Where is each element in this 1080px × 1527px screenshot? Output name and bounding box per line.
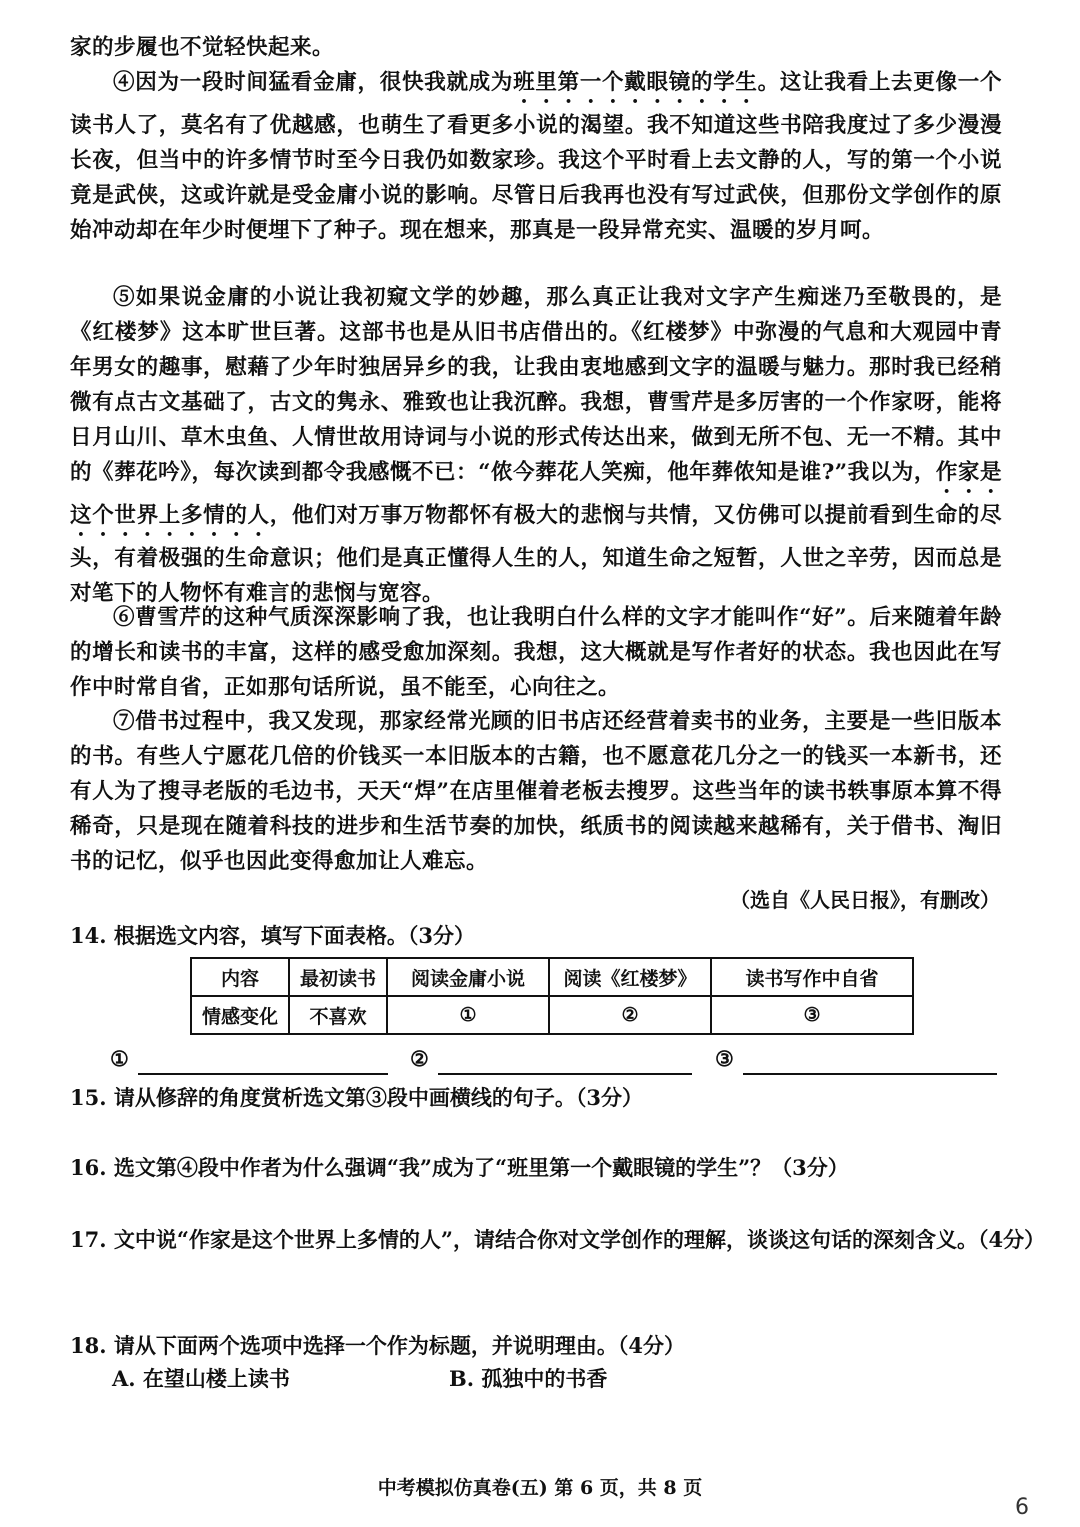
table-cell-blank-2[interactable]: ② bbox=[549, 996, 711, 1034]
paragraph-5 bbox=[70, 280, 1002, 611]
table-cell: 不喜欢 bbox=[289, 996, 387, 1034]
question-17: 17. 文中说“作家是这个世界上多情的人”，请结合你对文学创作的理解，谈谈这句话的深刻含义。（4分） bbox=[70, 1227, 1046, 1252]
answer-blanks bbox=[110, 1046, 1000, 1080]
table-header-cell: 最初读书 bbox=[289, 958, 387, 996]
blank-label: ① bbox=[110, 1046, 129, 1071]
table-header-cell: 内容 bbox=[191, 958, 289, 996]
question-16: 16. 选文第④段中作者为什么强调“我”成为了“班里第一个戴眼镜的学生”？（3分） bbox=[70, 1155, 849, 1180]
paragraph-5-rest: ，他们对万事万物都怀有极大的悲悯与共情，又仿佛可以提前看到生命的尽头，有着极强的生命意识；他们是真正懂得人生的人，知道生命之短暂，人世之辛劳，因而总是对笔下的人物怀有难言的悲悯与宽容。 bbox=[70, 503, 1002, 606]
blank-label: ② bbox=[410, 1046, 429, 1071]
table-header-cell: 阅读金庸小说 bbox=[387, 958, 549, 996]
table-header-row bbox=[191, 958, 913, 996]
table-header-cell: 读书写作中自省 bbox=[711, 958, 913, 996]
table-header-cell: 阅读《红楼梦》 bbox=[549, 958, 711, 996]
answer-blank-3[interactable] bbox=[715, 1046, 734, 1071]
answer-blank-2[interactable] bbox=[410, 1046, 429, 1071]
blank-line bbox=[438, 1073, 692, 1075]
paragraph-5-start: ⑤如果说金庸的小说让我初窥文学的妙趣，那么真正让我对文字产生痴迷乃至敬畏的，是《红楼梦》这本旷世巨著。这部书也是从旧书店借出的。《红楼梦》中弥漫的气息和大观园中青年男女的趣事，慰藉了少年时独居异乡的我，让我由衷地感到文字的温暖与魅力。那时我已经稍微有点古文基础了，古文的隽永、雅致也让我沉醉。我想，曹雪芹是多厉害的一个作家呀，能将日月山川、草木虫鱼、人情世故用诗词与小说的形式传达出来，做到无所不包、无一不精。其中的《葬花吟》，每次读到都令我感慨不已：“侬今葬花人笑痴，他年葬侬知是谁?”我以为， bbox=[70, 285, 1002, 485]
emphasized-phrase-glasses: 班里第一个戴眼镜的学生 bbox=[513, 70, 758, 95]
paragraph-4 bbox=[70, 65, 1002, 248]
paragraph-4-start: ④因为一段时间猛看金庸，很快我就成为 bbox=[113, 70, 514, 95]
question-18: 18. 请从下面两个选项中选择一个作为标题，并说明理由。（4分） bbox=[70, 1333, 685, 1358]
blank-line bbox=[138, 1073, 388, 1075]
table-row bbox=[191, 996, 913, 1034]
source-citation: （选自《人民日报》，有删改） bbox=[730, 888, 1000, 912]
paragraph-7: ⑦借书过程中，我又发现，那家经常光顾的旧书店还经营着卖书的业务，主要是一些旧版本的书。有些人宁愿花几倍的价钱买一本旧版本的古籍，也不愿意花几分之一的钱买一本新书，还有人为了搜寻老版的毛边书，天天“焊”在店里催着老板去搜罗。这些当年的读书轶事原本算不得稀奇，只是现在随着科技的进步和生活节奏的加快，纸质书的阅读越来越稀有，关于借书、淘旧书的记忆，似乎也因此变得愈加让人难忘。 bbox=[70, 709, 1002, 874]
paragraph-4-rest: 。这让我看上去更像一个读书人了，莫名有了优越感，也萌生了看更多小说的渴望。我不知道这些书陪我度过了多少漫漫长夜，但当中的许多情节时至今日我仍如数家珍。我这个平时看上去文静的人，写的第一个小说竟是武侠，这或许就是受金庸小说的影响。尽管日后我再也没有写过武侠，但那份文学创作的原始冲动却在年少时便埋下了种子。现在想来，那真是一段异常充实、温暖的岁月呵。 bbox=[70, 70, 1002, 243]
table-cell-blank-3[interactable]: ③ bbox=[711, 996, 913, 1034]
emphasized-phrase-writer: 作家是这个世界上多情的人 bbox=[70, 460, 1002, 528]
table-cell: 情感变化 bbox=[191, 996, 289, 1034]
blank-line bbox=[743, 1073, 997, 1075]
table-cell-blank-1[interactable]: ① bbox=[387, 996, 549, 1034]
paragraph-3-end: 家的步履也不觉轻快起来。 bbox=[70, 35, 335, 60]
answer-table bbox=[190, 957, 914, 1035]
paragraph-6: ⑥曹雪芹的这种气质深深影响了我，也让我明白什么样的文字才能叫作“好”。后来随着年龄的增长和读书的丰富，这样的感受愈加深刻。我想，这大概就是写作者好的状态。我也因此在写作中时常自省，正如那句话所说，虽不能至，心向往之。 bbox=[70, 605, 1002, 700]
option-a[interactable]: A. 在望山楼上读书 bbox=[112, 1366, 290, 1391]
page-number: 6 bbox=[1015, 1495, 1029, 1520]
blank-label: ③ bbox=[715, 1046, 734, 1071]
option-b[interactable]: B. 孤独中的书香 bbox=[449, 1366, 608, 1391]
question-14: 14. 根据选文内容，填写下面表格。（3分） bbox=[70, 923, 475, 948]
question-15: 15. 请从修辞的角度赏析选文第③段中画横线的句子。（3分） bbox=[70, 1085, 643, 1110]
page-footer: 中考模拟仿真卷(五) 第 6 页，共 8 页 bbox=[377, 1477, 703, 1499]
answer-blank-1[interactable] bbox=[110, 1046, 129, 1071]
